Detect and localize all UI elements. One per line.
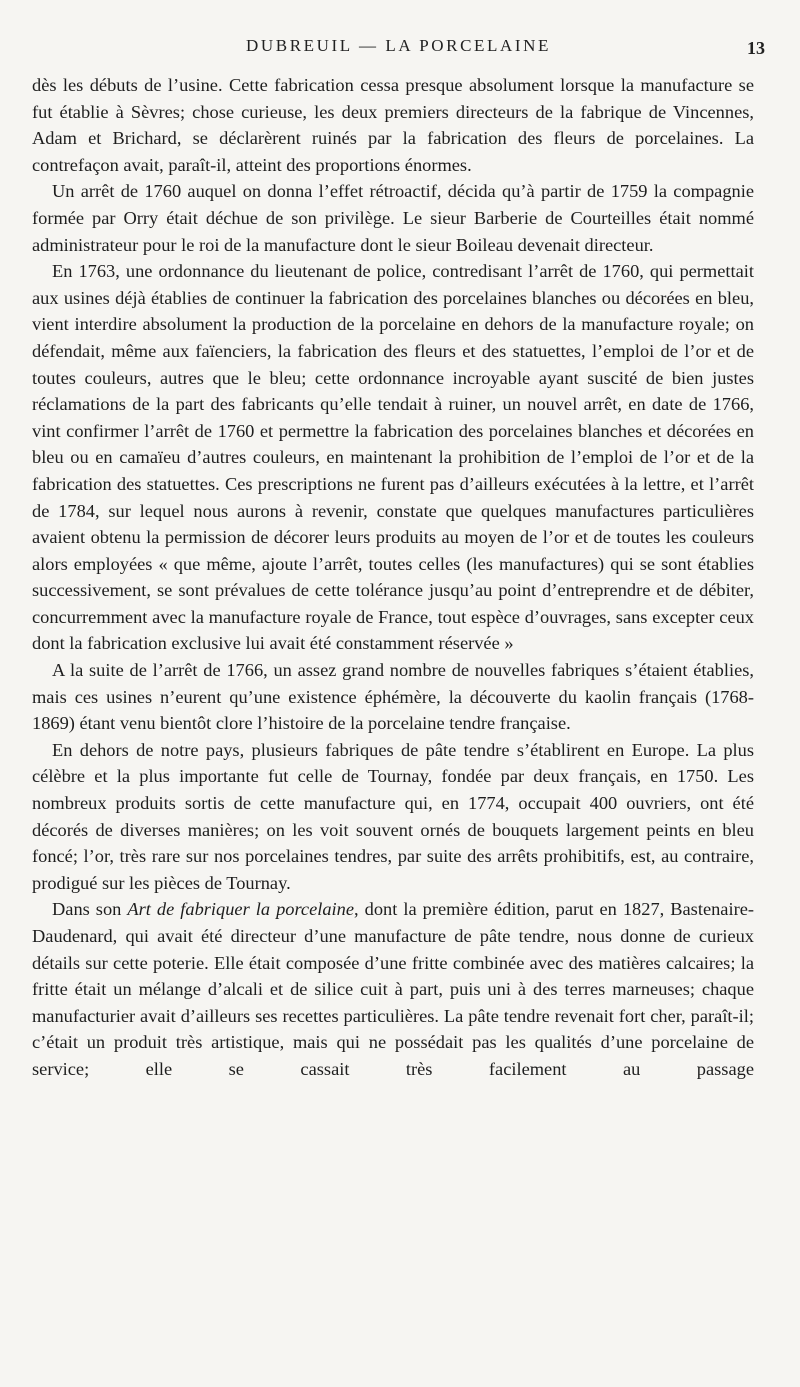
paragraph-6-rest: , dont la première édition, parut en 1827, Bastenaire-Daudenard, qui avait été directeur d’une manufacture de pâte tendre, nous donne de curieux détails sur cette poterie. Elle était composée d’une fritte combinée avec des matières calcaires; la fritte était un mélange d’alcali et de silice cuit à part, puis uni à des terres marneuses; chaque manufacturier avait d’ailleurs ses recettes particulières. La pâte tendre revenait fort cher, paraît-il; c’était un produit très artistique, mais qui ne possédait pas les qualités d’une porcelaine de service; elle se cassait très facilement au passage (32, 899, 754, 1079)
body-text (32, 72, 754, 1083)
book-title-italic: Art de fabriquer la porcelaine (127, 899, 355, 920)
running-head (32, 34, 765, 64)
running-title: DUBREUIL — LA PORCELAINE (246, 36, 551, 55)
paragraph-6 (32, 896, 754, 1082)
paragraph-5: En dehors de notre pays, plusieurs fabriques de pâte tendre s’établirent en Europe. La plus célèbre et la plus importante fut celle de Tournay, fondée par deux français, en 1750. Les nombreux produits sortis de cette manufacture qui, en 1774, occupait 400 ouvriers, ont été décorés de diverses manières; on les voit souvent ornés de bouquets largement peints en bleu foncé; l’or, très rare sur nos porcelaines tendres, par suite des arrêts prohibitifs, est, au contraire, prodigué sur les pièces de Tournay. (32, 739, 754, 893)
paragraph-2: Un arrêt de 1760 auquel on donna l’effet rétroactif, décida qu’à partir de 1759 la compagnie formée par Orry était déchue de son privilège. Le sieur Barberie de Courteilles était nommé administrateur pour le roi de la manufacture dont le sieur Boileau devenait directeur. (32, 181, 754, 255)
paragraph-3: En 1763, une ordonnance du lieutenant de police, contredisant l’arrêt de 1760, qui permettait aux usines déjà établies de continuer la fabrication des porcelaines blanches ou décorées en bleu, vient interdire absolument la production de la porcelaine en dehors de la manufacture royale; on défendait, même aux faïenciers, la fabrication des fleurs et des statuettes, l’emploi de l’or et de toutes couleurs, autres que le bleu; cette ordonnance incroyable ayant suscité de bien justes réclamations de la part des fabricants qu’elle tendait à ruiner, un nouvel arrêt, en date de 1766, vint confirmer l’arrêt de 1760 et permettre la fabrication des porcelaines blanches et décorées en bleu ou en camaïeu d’autres couleurs, en maintenant la prohibition de l’emploi de l’or et de la fabrication des statuettes. Ces prescriptions ne furent pas d’ailleurs exécutées à la lettre, et l’arrêt de 1784, sur lequel nous aurons à revenir, constate que quelques manufactures particulières avaient obtenu la permission de décorer leurs produits au moyen de l’or et de toutes les couleurs alors employées « que même, ajoute l’arrêt, toutes celles (les manufactures) qui se sont établies successivement, se sont prévalues de cette tolérance jusqu’au point d’entreprendre et de débiter, concurremment avec la manufacture royale de France, tout espèce d’ouvrages, sans excepter ceux dont la fabrication exclusive lui avait été constamment réservée » (32, 261, 754, 654)
page-number: 13 (747, 38, 765, 58)
paragraph-4: A la suite de l’arrêt de 1766, un assez grand nombre de nouvelles fabriques s’étaient établies, mais ces usines n’eurent qu’une existence éphémère, la découverte du kaolin français (1768-1869) étant venu bientôt clore l’histoire de la porcelaine tendre française. (32, 660, 754, 734)
paragraph-1: dès les débuts de l’usine. Cette fabrication cessa presque absolument lorsque la manufacture se fut établie à Sèvres; chose curieuse, les deux premiers directeurs de la fabrique de Vincennes, Adam et Brichard, se déclarèrent ruinés par la fabrication des fleurs de porcelaines. La contrefaçon avait, paraît-il, atteint des proportions énormes. (32, 75, 754, 175)
paragraph-6-lead: Dans son (52, 899, 128, 920)
